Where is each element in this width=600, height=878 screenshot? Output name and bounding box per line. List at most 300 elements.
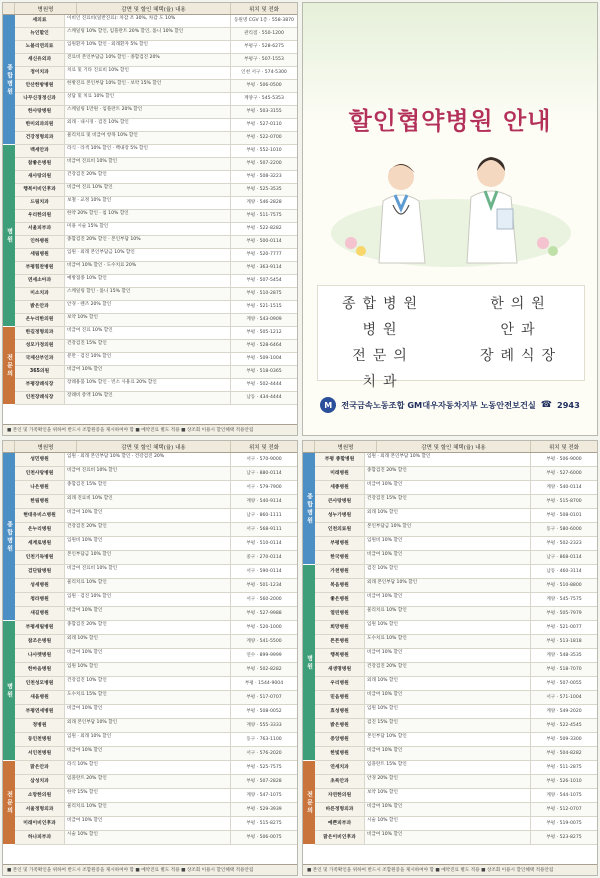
- table-row: [15, 93, 297, 106]
- hospital-name: 삼성치과: [15, 775, 65, 788]
- discount-detail: 비급여 진료 10% 할인: [65, 184, 231, 196]
- discount-detail: 건강검진 20% 할인: [65, 171, 231, 183]
- table-row: [315, 733, 597, 747]
- location-phone: 연수 · 899-9999: [246, 652, 282, 658]
- table-row: [15, 579, 297, 593]
- hospital-name: 부평힘찬병원: [15, 262, 65, 274]
- hospital-name: 참좋은병원: [15, 158, 65, 170]
- location-phone: 부평 · 522-0700: [246, 135, 282, 141]
- table-row: [315, 607, 597, 621]
- hospital-name: 국제산부인과: [15, 353, 65, 365]
- discount-detail: 스케일링 할인 · 틀니 15% 할인: [65, 288, 231, 300]
- hospital-name: 인천기독병원: [15, 551, 65, 564]
- hospital-name: 건강정형외과: [15, 132, 65, 144]
- discount-detail: 물리치료 10% 할인: [65, 803, 231, 816]
- discount-detail: 예방접종 10% 할인: [65, 275, 231, 287]
- location-phone: 계양 · 543-0909: [246, 317, 282, 323]
- location-phone: 부평 · 510-2875: [246, 291, 282, 297]
- location-phone: 부평 · 511-7575: [246, 213, 282, 219]
- location-phone: 부평구 · 507-1553: [244, 57, 284, 63]
- category-eye: 안과: [500, 322, 542, 338]
- location-phone: 계양 · 555-3333: [246, 722, 282, 728]
- table-row: [15, 509, 297, 523]
- table-row: [315, 467, 597, 481]
- discount-table-panel-3: [302, 440, 598, 876]
- hospital-name: 자연한의원: [315, 789, 365, 802]
- location-phone: 계양 · 540-0114: [546, 484, 582, 490]
- location-phone: 계양 · 541-5500: [246, 638, 282, 644]
- discount-detail: 도수치료 10% 할인: [365, 635, 531, 648]
- table-row: [15, 379, 297, 392]
- table-row: [15, 314, 297, 327]
- discount-detail: 한약 15% 할인: [65, 789, 231, 802]
- discount-detail: 비급여 10% 할인: [65, 747, 231, 760]
- discount-detail: 입원 · 외래 본인부담금 10% 할인: [65, 249, 231, 261]
- table-row: [15, 467, 297, 481]
- table-row: [15, 288, 297, 301]
- discount-detail: 외래 본인부담 10% 할인: [365, 579, 531, 592]
- location-phone: 부평 · 506-9000: [546, 456, 582, 462]
- discount-detail: 스케일링 1만원 · 임플란트 20% 할인: [65, 106, 231, 118]
- location-phone: 서구 · 579-7900: [246, 484, 282, 490]
- location-phone: 서구 · 568-9111: [246, 526, 282, 532]
- discount-detail: 보약 10% 할인: [365, 789, 531, 802]
- hospital-name: 복음병원: [315, 579, 365, 592]
- discount-detail: 외래 10% 할인: [65, 635, 231, 648]
- discount-detail: 비급여 10% 할인: [65, 366, 231, 378]
- category-label: 종합병원: [3, 15, 15, 145]
- discount-detail: 건강검진 20% 할인: [65, 523, 231, 536]
- location-phone: 부평 · 523-8275: [546, 834, 582, 840]
- union-name: 전국금속노동조합 GM대우자동차지부 노동안전보건실: [341, 399, 536, 410]
- location-phone: 부평 · 518-0365: [246, 369, 282, 375]
- location-phone: 부평 · 526-1010: [546, 778, 582, 784]
- hospital-name: 우리병원: [315, 677, 365, 690]
- discount-detail: 입원 · 외래 10% 할인: [65, 733, 231, 746]
- table-row: [15, 54, 297, 67]
- category-oriental: 한의원: [490, 296, 552, 312]
- location-phone: 계양 · 544-1075: [546, 792, 582, 798]
- table-row: [15, 803, 297, 817]
- location-phone: 부평 · 527-0110: [246, 122, 282, 128]
- table-row: [15, 719, 297, 733]
- footnote: ■ 본인 및 가족확인을 위하여 반드시 조합원증을 제시하여야 함 ■ 예약진료 별도 적용 ■ 상조회 이용시 할인혜택 적용안됨: [3, 424, 297, 435]
- discount-detail: 상담 및 치료 10% 할인: [65, 93, 231, 105]
- header-location: 위치 및 전화: [248, 6, 280, 13]
- table-row: [15, 691, 297, 705]
- discount-detail: 스케일링 10% 할인, 임플란트 20% 할인, 틀니 10% 할인: [65, 28, 231, 40]
- doctors-illustration: [321, 143, 581, 273]
- table-row: [15, 158, 297, 171]
- hospital-name: 튼튼병원: [315, 635, 365, 648]
- header-discount: 감면 및 할인 혜택(율) 내용: [77, 3, 231, 14]
- table-row: [15, 28, 297, 41]
- discount-detail: 종합검진 15% 할인: [65, 481, 231, 494]
- hospital-name: 한빛병원: [315, 747, 365, 760]
- discount-detail: 입원비 10% 할인: [365, 537, 531, 550]
- table-row: [15, 106, 297, 119]
- location-phone: 부평 · 512-0707: [546, 806, 582, 812]
- hospital-name: 부평장례식장: [15, 379, 65, 391]
- hospital-name: 한사랑병원: [15, 106, 65, 118]
- location-phone: 부평 · 1544-9004: [244, 680, 284, 686]
- discount-detail: 비급여 진료비 10% 할인: [65, 158, 231, 170]
- category-general: 종합병원: [341, 296, 425, 312]
- hospital-name: 백세안과: [15, 145, 65, 157]
- table-row: [15, 210, 297, 223]
- discount-detail: 외래 본인부담 10% 할인: [65, 719, 231, 732]
- category-label: 종합병원: [303, 453, 315, 565]
- location-phone: 관리점 · 550-1200: [244, 31, 284, 37]
- hospital-name: 부평연세병원: [15, 705, 65, 718]
- hospital-name: 세종병원: [315, 481, 365, 494]
- location-phone: 계양구 · 545-5353: [244, 96, 284, 102]
- location-phone: 부평 · 552-1010: [246, 148, 282, 154]
- location-phone: 동구 · 580-6000: [546, 526, 582, 532]
- location-phone: 부평 · 508-0101: [546, 512, 582, 518]
- location-phone: 부평 · 508-0052: [246, 708, 282, 714]
- discount-detail: 비급여 10% 할인: [365, 481, 531, 494]
- phone-icon: ☎: [540, 400, 552, 410]
- table-row: [15, 593, 297, 607]
- table-row: [315, 817, 597, 831]
- discount-detail: 안경 · 렌즈 20% 할인: [65, 301, 231, 313]
- discount-detail: 물리치료 및 비급여 항목 10% 할인: [65, 132, 231, 144]
- location-phone: 부평구 · 528-6275: [244, 44, 284, 50]
- hospital-name: 맑은안과: [15, 761, 65, 774]
- discount-detail: 외래 진료비 10% 할인: [65, 495, 231, 508]
- location-phone: 부평 · 502-8282: [246, 666, 282, 672]
- header-discount: 감면 및 할인 혜택(율) 내용: [377, 441, 531, 452]
- hospital-name: 새움병원: [15, 691, 65, 704]
- location-phone: 부평 · 511-2875: [546, 764, 582, 770]
- location-phone: 부평 · 518-7070: [546, 666, 582, 672]
- location-phone: 남구 · 860-1111: [246, 512, 282, 518]
- hospital-name: 희망병원: [315, 621, 365, 634]
- location-phone: 부평 · 504-8282: [546, 750, 582, 756]
- location-phone: 중구 · 270-0114: [246, 554, 282, 560]
- table-row: [15, 132, 297, 145]
- hospital-name: 서울정형외과: [15, 803, 65, 816]
- table-row: [15, 565, 297, 579]
- location-phone: 부평 · 500-0114: [246, 239, 282, 245]
- union-phone: 2943: [557, 400, 580, 410]
- footnote: ■ 본인 및 가족확인을 위하여 반드시 조합원증을 제시하여야 함 ■ 예약진료 별도 적용 ■ 상조회 이용시 할인혜택 적용안됨: [3, 864, 297, 875]
- location-phone: 부평 · 503-3155: [246, 109, 282, 115]
- discount-table-panel-2: [2, 440, 298, 876]
- location-phone: 부평 · 522-4545: [546, 722, 582, 728]
- discount-detail: 미용 시술 15% 할인: [65, 223, 231, 235]
- location-phone: 남동 · 460-3114: [546, 568, 582, 574]
- location-phone: 부평 · 508-3223: [246, 174, 282, 180]
- discount-detail: 비급여 10% 할인: [365, 593, 531, 606]
- hospital-name: 성누가병원: [315, 509, 365, 522]
- hospital-name: 미래병원: [315, 467, 365, 480]
- location-phone: 부평 · 520-1000: [246, 624, 282, 630]
- table-row: [15, 41, 297, 54]
- location-phone: 계양 · 540-9114: [246, 498, 282, 504]
- hospital-name: 예쁜피부과: [315, 817, 365, 830]
- table-row: [15, 495, 297, 509]
- location-phone: 인천 서구 · 574-5300: [241, 70, 287, 76]
- hospital-name: 부평세림병원: [15, 621, 65, 634]
- hospital-name: 성모가정의원: [15, 340, 65, 352]
- discount-detail: 입원환자 10% 할인 · 외래환자 5% 할인: [65, 41, 231, 53]
- rows: [15, 453, 297, 845]
- discount-detail: 입원 10% 할인: [365, 705, 531, 718]
- table-row: [315, 579, 597, 593]
- table-body: [3, 15, 297, 405]
- table-row: [15, 537, 297, 551]
- hospital-name: 인천성모병원: [15, 677, 65, 690]
- discount-detail: 입원 · 검진 10% 할인: [65, 593, 231, 606]
- location-phone: 동원명 CGV 1층 · 558-3870: [233, 18, 294, 24]
- table-row: [15, 817, 297, 831]
- hospital-name: 세림병원: [15, 249, 65, 261]
- discount-detail: 비급여 10% 할인: [365, 649, 531, 662]
- hospital-name: 미소치과: [15, 288, 65, 300]
- location-phone: 부평 · 515-8700: [546, 498, 582, 504]
- discount-detail: 시술 10% 할인: [365, 817, 531, 830]
- hospital-name: 부평 종합병원: [315, 453, 365, 466]
- hospital-name: 인천사랑병원: [15, 467, 65, 480]
- table-row: [15, 80, 297, 93]
- discount-detail: 시술 10% 할인: [65, 831, 231, 844]
- location-phone: 부평 · 520-7777: [246, 252, 282, 258]
- location-phone: 부평 · 527-9988: [246, 610, 282, 616]
- table-row: [315, 663, 597, 677]
- location-phone: 서구 · 570-9000: [246, 456, 282, 462]
- header-discount: 감면 및 할인 혜택(율) 내용: [77, 441, 231, 452]
- hospital-name: 노블리연의료: [15, 41, 65, 53]
- table-row: [15, 249, 297, 262]
- category-label: 병원: [3, 145, 15, 327]
- category-column: [303, 453, 315, 845]
- discount-detail: 비급여 10% 할인: [65, 649, 231, 662]
- category-hospital: 병원: [362, 322, 404, 338]
- hospital-name: 새생명병원: [315, 663, 365, 676]
- location-phone: 계양 · 549-2020: [546, 708, 582, 714]
- hospital-name: 나은병원: [15, 481, 65, 494]
- table-row: [315, 719, 597, 733]
- hospital-name: 가천병원: [315, 565, 365, 578]
- hospital-name: 미래이비인후과: [15, 817, 65, 830]
- hospital-name: 중앙병원: [315, 733, 365, 746]
- discount-detail: 비급여 10% 할인: [365, 803, 531, 816]
- hospital-name: 밝은병원: [315, 719, 365, 732]
- union-footer: [311, 397, 589, 413]
- hospital-name: 믿음병원: [315, 691, 365, 704]
- hospital-name: 하나피부과: [15, 831, 65, 844]
- table-row: [15, 831, 297, 845]
- table-row: [315, 831, 597, 845]
- location-phone: 부평 · 501-1234: [246, 582, 282, 588]
- hospital-name: 우리한의원: [15, 210, 65, 222]
- hospital-name: 검단탑병원: [15, 565, 65, 578]
- union-logo-icon: M: [320, 397, 336, 413]
- table-row: [15, 184, 297, 197]
- cover-panel: [302, 2, 598, 436]
- discount-detail: 건강검진 20% 할인: [365, 663, 531, 676]
- discount-detail: 비급여 10% 할인: [65, 509, 231, 522]
- discount-detail: 비급여 진료비 10% 할인: [65, 565, 231, 578]
- table-row: [15, 705, 297, 719]
- table-row: [15, 262, 297, 275]
- discount-detail: 비급여 10% 할인 · 도수치료 20%: [65, 262, 231, 274]
- location-phone: 부평 · 507-5454: [246, 278, 282, 284]
- category-empty: [467, 371, 575, 391]
- table-row: [315, 551, 597, 565]
- location-phone: 부평 · 510-8800: [546, 582, 582, 588]
- table-row: [315, 691, 597, 705]
- table-row: [15, 15, 297, 28]
- location-phone: 계양 · 548-3535: [546, 652, 582, 658]
- table-row: [15, 789, 297, 803]
- discount-detail: 비급여 10% 할인: [365, 551, 531, 564]
- discount-detail: 치료 및 기타 진료비 10% 할인: [65, 67, 231, 79]
- location-phone: 부평 · 513-1818: [546, 638, 582, 644]
- table-row: [315, 621, 597, 635]
- footnote: ■ 본인 및 가족확인을 위하여 반드시 조합원증을 제시하여야 함 ■ 예약진료 별도 적용 ■ 상조회 이용시 할인혜택 적용안됨: [303, 864, 597, 875]
- table-row: [15, 649, 297, 663]
- hospital-name: 세신유외과: [15, 54, 65, 66]
- location-phone: 부평 · 515-8275: [246, 820, 282, 826]
- table-row: [315, 537, 597, 551]
- location-phone: 부평 · 507-2200: [246, 161, 282, 167]
- header-location: 위치 및 전화: [248, 444, 280, 451]
- hospital-name: 한미외과의원: [15, 119, 65, 131]
- hospital-name: 부평병원: [315, 537, 365, 550]
- location-phone: 부평 · 509-1004: [246, 356, 282, 362]
- hospital-name: 밝은안과: [15, 301, 65, 313]
- category-grid: [329, 293, 575, 391]
- table-row: [315, 761, 597, 775]
- location-phone: 부평 · 505-1212: [246, 330, 282, 336]
- table-row: [315, 747, 597, 761]
- rows: [315, 453, 597, 845]
- hospital-name: 초록안과: [315, 775, 365, 788]
- table-row: [15, 353, 297, 366]
- discount-detail: 비급여 10% 할인: [365, 747, 531, 760]
- hospital-name: 새길병원: [15, 607, 65, 620]
- discount-detail: 건강검진 15% 할인: [365, 495, 531, 508]
- category-label: 종합병원: [3, 453, 15, 621]
- hospital-name: 한림병원: [15, 495, 65, 508]
- location-phone: 부평 · 525-3535: [246, 187, 282, 193]
- location-phone: 부평 · 529-3939: [246, 806, 282, 812]
- discount-detail: 분만 · 검진 10% 할인: [65, 353, 231, 365]
- discount-detail: 검진 10% 할인: [365, 565, 531, 578]
- location-phone: 부평 · 506-0500: [246, 83, 282, 89]
- table-row: [15, 621, 297, 635]
- discount-detail: 비급여 10% 할인: [65, 607, 231, 620]
- hospital-name: 안산한방병원: [15, 80, 65, 92]
- discount-detail: 본인부담금 10% 할인: [65, 551, 231, 564]
- discount-detail: 보철 · 교정 10% 할인: [65, 197, 231, 209]
- hospital-name: 행복이비인후과: [15, 184, 65, 196]
- table-row: [315, 649, 597, 663]
- discount-detail: 비급여 진료 10% 할인: [65, 327, 231, 339]
- table-row: [15, 481, 297, 495]
- discount-table-panel-1: [2, 2, 298, 436]
- category-label: 병원: [3, 621, 15, 761]
- discount-detail: 건강검진 10% 할인: [65, 677, 231, 690]
- discount-detail: 한방진료 본인부담 10% 할인 · 보약 15% 할인: [65, 80, 231, 92]
- discount-detail: 본인부담금 10% 할인: [365, 523, 531, 536]
- hospital-name: 행복병원: [315, 649, 365, 662]
- location-phone: 서구 · 560-2000: [246, 596, 282, 602]
- location-phone: 서구 · 571-1004: [546, 694, 582, 700]
- location-phone: 부평 · 502-2323: [546, 540, 582, 546]
- table-row: [15, 775, 297, 789]
- table-row: [315, 705, 597, 719]
- location-phone: 부평 · 510-0114: [246, 540, 282, 546]
- discount-detail: 입원 · 외래 본인부담 10% 할인 · 건강검진 20%: [65, 453, 231, 466]
- hospital-name: 온누리병원: [15, 523, 65, 536]
- hospital-name: 현대유비스병원: [15, 509, 65, 522]
- table-row: [15, 340, 297, 353]
- table-row: [15, 301, 297, 314]
- location-phone: 동구 · 763-1100: [246, 736, 282, 742]
- rows: [15, 15, 297, 405]
- hospital-name: 효성병원: [315, 705, 365, 718]
- table-row: [15, 663, 297, 677]
- table-row: [15, 275, 297, 288]
- hospital-name: 한국병원: [315, 551, 365, 564]
- table-row: [15, 171, 297, 184]
- discount-detail: 장례비 총액 10% 할인: [65, 392, 231, 404]
- location-phone: 부평 · 517-0707: [246, 694, 282, 700]
- table-row: [15, 747, 297, 761]
- discount-detail: 물리치료 10% 할인: [365, 607, 531, 620]
- discount-detail: 이비인 진료비(일반진료): 차감 조 30%, 차감 도 10%: [65, 15, 231, 27]
- discount-detail: 건강검진 15% 할인: [65, 340, 231, 352]
- location-phone: 계양 · 546-2828: [246, 200, 282, 206]
- table-row: [15, 453, 297, 467]
- discount-detail: 진료비 본인부담금 10% 할인 · 종합검진 20%: [65, 54, 231, 66]
- location-phone: 부평 · 507-2828: [246, 778, 282, 784]
- table-row: [15, 119, 297, 132]
- discount-detail: 도수치료 15% 할인: [65, 691, 231, 704]
- table-row: [315, 523, 597, 537]
- location-phone: 부평 · 519-0075: [546, 820, 582, 826]
- category-label: 전문의: [303, 761, 315, 845]
- hospital-name: 열린병원: [315, 607, 365, 620]
- table-row: [15, 523, 297, 537]
- discount-detail: 비급여 10% 할인: [65, 817, 231, 830]
- table-row: [315, 481, 597, 495]
- hospital-name: 드림치과: [15, 197, 65, 209]
- table-row: [15, 635, 297, 649]
- discount-detail: 물리치료 10% 할인: [65, 579, 231, 592]
- hospital-name: 성세병원: [15, 579, 65, 592]
- discount-detail: 라식 10% 할인: [65, 761, 231, 774]
- location-phone: 부평 · 363-9114: [246, 265, 282, 271]
- location-phone: 부평 · 528-6464: [246, 343, 282, 349]
- table-row: [15, 327, 297, 340]
- hospital-name: 큰사랑병원: [315, 495, 365, 508]
- location-phone: 부평 · 507-0055: [546, 680, 582, 686]
- discount-detail: 임플란트 20% 할인: [65, 775, 231, 788]
- discount-detail: 검진 15% 할인: [365, 719, 531, 732]
- location-phone: 부평 · 505-7979: [546, 610, 582, 616]
- location-phone: 부평 · 527-6000: [546, 470, 582, 476]
- location-phone: 부평 · 525-7575: [246, 764, 282, 770]
- hospital-name: 성민병원: [15, 453, 65, 466]
- hospital-name: 한마음병원: [15, 663, 65, 676]
- table-row: [315, 775, 597, 789]
- discount-detail: 입원비 10% 할인: [65, 537, 231, 550]
